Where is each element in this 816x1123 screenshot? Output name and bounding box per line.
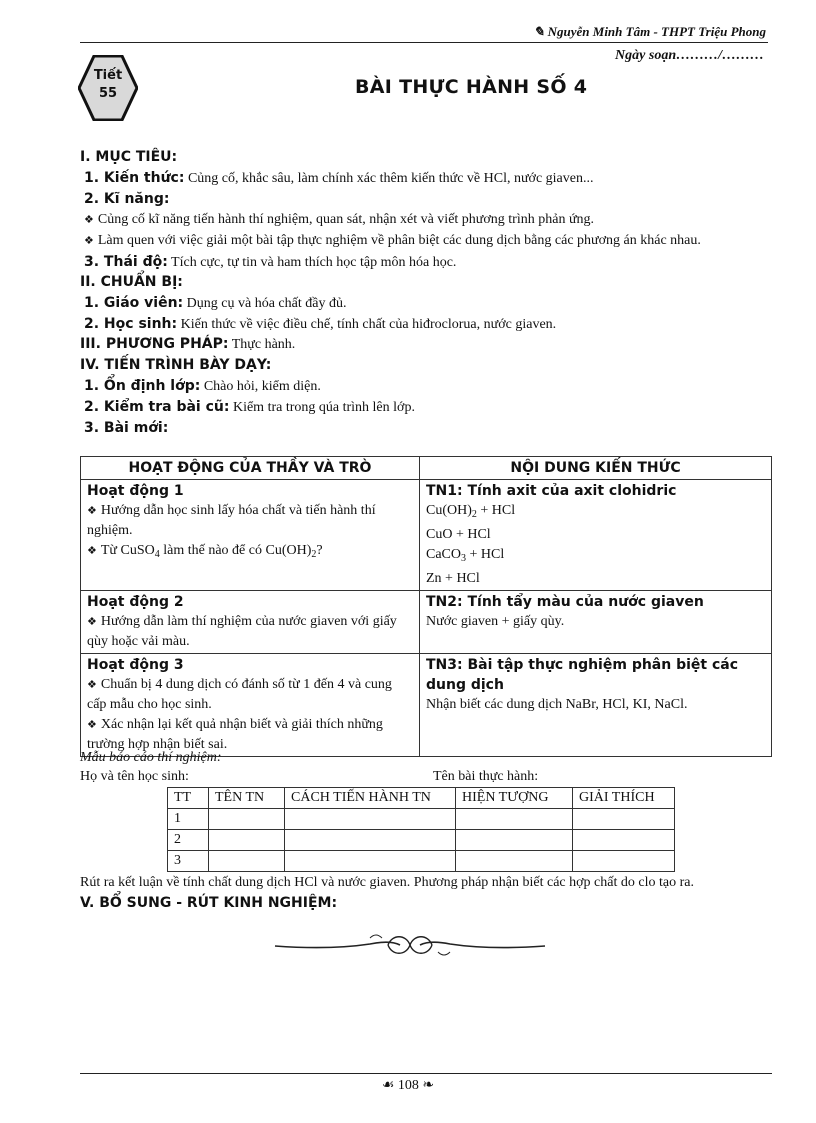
page-number-text: 108 <box>397 1078 419 1093</box>
section-3 <box>80 334 295 355</box>
report-col-tt: TT <box>168 788 209 809</box>
report-caption: Mẫu báo cáo thí nghiệm: <box>80 750 222 765</box>
report-row-number: 3 <box>168 851 209 872</box>
section-3-title: III. PHƯƠNG PHÁP: <box>80 336 229 352</box>
activity-title: Hoạt động 1 <box>87 483 184 499</box>
s2-student <box>84 314 556 335</box>
subscript: 2 <box>471 509 477 520</box>
report-row-number: 1 <box>168 809 209 830</box>
section-1-title: I. MỤC TIÊU: <box>80 149 178 165</box>
diamond-bullet-icon: ❖ <box>87 505 97 517</box>
s4-review-text: Kiểm tra trong qúa trình lên lớp. <box>229 400 415 415</box>
reaction-line <box>426 545 765 569</box>
s2-teacher <box>84 293 346 314</box>
section-4-title: IV. TIẾN TRÌNH BÀY DẠY: <box>80 357 272 373</box>
content-cell <box>420 654 772 757</box>
report-cell <box>573 851 675 872</box>
reaction-line <box>426 501 765 525</box>
diamond-bullet-icon: ❖ <box>87 616 97 628</box>
report-cell <box>573 830 675 851</box>
s1-knowledge-label: 1. Kiến thức: <box>84 170 185 186</box>
activity-bullet <box>87 541 413 565</box>
s1-skills-b2-text: Làm quen với việc giải một bài tập thực nghiệm về phân biệt các dung dịch bằng các phương án khác nhau. <box>97 233 701 248</box>
table-row <box>168 809 675 830</box>
col-header-content: NỘI DUNG KIẾN THỨC <box>420 457 772 480</box>
report-cell <box>209 809 285 830</box>
subscript: 3 <box>461 553 466 564</box>
page-title: BÀI THỰC HÀNH SỐ 4 <box>355 76 588 98</box>
activity-bullet <box>87 675 413 715</box>
s1-attitude-label: 3. Thái độ: <box>84 254 168 270</box>
bullet-text-part: ? <box>316 543 323 558</box>
report-cell <box>285 809 456 830</box>
report-col-name: TÊN TN <box>209 788 285 809</box>
table-row <box>168 851 675 872</box>
activity-title: Hoạt động 3 <box>87 657 184 673</box>
activity-table-header <box>81 457 772 480</box>
report-student-label: Họ và tên học sinh: <box>80 769 189 784</box>
lesson-badge-text <box>78 67 138 103</box>
ornament-right-icon: ❧ <box>418 1078 435 1093</box>
s4-review-label: 2. Kiểm tra bài cũ: <box>84 399 230 415</box>
content-cell <box>420 591 772 654</box>
reaction-part: + HCl <box>466 547 505 562</box>
content-line: Nhận biết các dung dịch NaBr, HCl, KI, NaCl. <box>426 697 688 712</box>
report-cell <box>209 851 285 872</box>
activity-title: Hoạt động 2 <box>87 594 184 610</box>
activity-table <box>80 456 772 757</box>
footer-rule <box>80 1073 772 1074</box>
s2-teacher-text: Dụng cụ và hóa chất đầy đủ. <box>183 296 347 311</box>
report-cell <box>456 851 573 872</box>
diamond-bullet-icon: ❖ <box>87 719 97 731</box>
s4-stabilize-text: Chào hỏi, kiểm diện. <box>200 379 321 394</box>
s4-new-lesson-label: 3. Bài mới: <box>84 420 169 436</box>
s2-student-label: 2. Học sinh: <box>84 316 178 332</box>
activity-bullet-text: Chuẩn bị 4 dung dịch có đánh số từ 1 đến 4 và cung cấp mẫu cho học sinh. <box>87 677 392 712</box>
activity-bullet <box>87 501 413 541</box>
s1-knowledge <box>84 168 593 189</box>
section-2-title: II. CHUẨN BỊ: <box>80 274 183 290</box>
activity-bullet-text: Hướng dẫn làm thí nghiệm của nước giaven với giấy qùy hoặc vải màu. <box>87 614 397 649</box>
s4-stabilize <box>84 376 321 397</box>
report-col-explanation: GIẢI THÍCH <box>573 788 675 809</box>
s4-stabilize-label: 1. Ổn định lớp: <box>84 378 201 394</box>
report-row-number: 2 <box>168 830 209 851</box>
report-cell <box>456 830 573 851</box>
content-line: Nước giaven + giấy qùy. <box>426 614 565 629</box>
ornament-left-icon: ☙ <box>381 1078 398 1093</box>
section-5-title: V. BỔ SUNG - RÚT KINH NGHIỆM: <box>80 895 338 911</box>
activity-cell <box>81 591 420 654</box>
s1-skills-label: 2. Kĩ năng: <box>84 191 170 207</box>
activity-cell <box>81 480 420 591</box>
table-row <box>168 830 675 851</box>
experiment-title: TN1: Tính axit của axit clohidric <box>426 483 677 499</box>
diamond-bullet-icon: ❖ <box>84 214 94 226</box>
report-cell <box>456 809 573 830</box>
report-lesson-label: Tên bài thực hành: <box>433 769 539 784</box>
reaction-line: CuO + HCl <box>426 527 491 542</box>
table-row <box>81 591 772 654</box>
report-cell <box>285 830 456 851</box>
reaction-part: CaCO <box>426 547 461 562</box>
section-3-text: Thực hành. <box>228 337 296 352</box>
page-number <box>0 1077 816 1094</box>
bullet-text-part: Từ CuSO <box>100 543 155 558</box>
diamond-bullet-icon: ❖ <box>87 679 97 691</box>
badge-line1: Tiết <box>93 68 123 83</box>
header-author: ✎ Nguyễn Minh Tâm - THPT Triệu Phong <box>533 24 766 39</box>
s4-review <box>84 397 415 418</box>
table-row <box>81 654 772 757</box>
s2-teacher-label: 1. Giáo viên: <box>84 295 184 311</box>
report-cell <box>573 809 675 830</box>
table-row <box>81 480 772 591</box>
report-header-row <box>168 788 675 809</box>
activity-cell <box>81 654 420 757</box>
diamond-bullet-icon: ❖ <box>84 235 94 247</box>
activity-bullet-text: Xác nhận lại kết quả nhận biết và giải thích những trường hợp nhận biết sai. <box>87 717 383 752</box>
experiment-title: TN3: Bài tập thực nghiệm phân biệt các dung dịch <box>426 657 739 693</box>
diamond-bullet-icon: ❖ <box>87 545 97 557</box>
experiment-title: TN2: Tính tẩy màu của nước giaven <box>426 594 704 610</box>
s2-student-text: Kiến thức về việc điều chế, tính chất của hiđroclorua, nước giaven. <box>177 317 557 332</box>
report-table <box>167 787 675 872</box>
activity-bullet <box>87 612 413 652</box>
reaction-part: Cu(OH) <box>426 503 472 518</box>
col-header-activities: HOẠT ĐỘNG CỦA THẦY VÀ TRÒ <box>81 457 420 480</box>
report-col-phenomenon: HIỆN TƯỢNG <box>456 788 573 809</box>
content-cell <box>420 480 772 591</box>
activity-bullet-text: Hướng dẫn học sinh lấy hóa chất và tiến hành thí nghiệm. <box>87 503 376 538</box>
report-cell <box>285 851 456 872</box>
bullet-text-part: làm thế nào để có Cu(OH) <box>159 543 312 558</box>
s1-attitude <box>84 252 456 273</box>
header-date: Ngày soạn………/……… <box>615 48 764 63</box>
reaction-part: + HCl <box>476 503 516 518</box>
s1-attitude-text: Tích cực, tự tin và ham thích học tập môn hóa học. <box>167 255 457 270</box>
s1-skills-bullet-1 <box>84 210 594 230</box>
subscript: 4 <box>154 549 160 560</box>
report-col-method: CÁCH TIẾN HÀNH TN <box>285 788 456 809</box>
s1-skills-b1-text: Củng cố kĩ năng tiến hành thí nghiệm, quan sát, nhận xét và viết phương trình phản ứng. <box>97 212 595 227</box>
s1-knowledge-text: Củng cố, khắc sâu, làm chính xác thêm kiến thức về HCl, nước giaven... <box>184 171 594 186</box>
badge-line2: 55 <box>98 86 118 101</box>
flourish-divider-icon <box>270 928 550 962</box>
s1-skills-bullet-2 <box>84 231 701 251</box>
header-rule <box>80 42 768 43</box>
subscript: 2 <box>311 549 317 560</box>
reaction-line: Zn + HCl <box>426 571 480 586</box>
report-cell <box>209 830 285 851</box>
conclusion-text: Rút ra kết luận về tính chất dung dịch HCl và nước giaven. Phương pháp nhận biết các hợp chất do clo tạo ra. <box>80 875 694 890</box>
